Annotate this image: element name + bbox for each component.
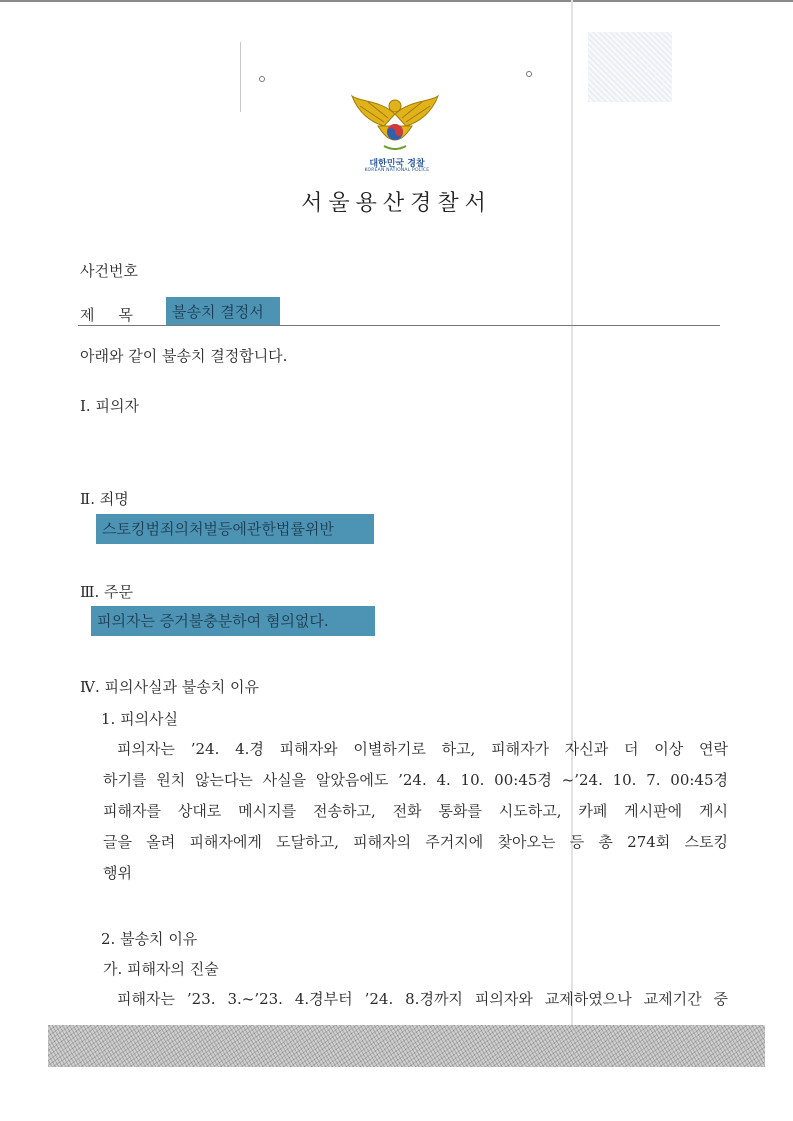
fold-line bbox=[571, 0, 573, 1040]
facts-line-1: 피의자는 ’24. 4.경 피해자와 이별하기로 하고, 피해자가 자신과 더 이상 연락 bbox=[117, 740, 728, 758]
charge-value: 스토킹범죄의처벌등에관한법률위반 bbox=[102, 520, 334, 538]
security-stamp bbox=[588, 32, 672, 102]
victim-statement-heading: 가. 피해자의 진술 bbox=[103, 960, 219, 978]
top-border bbox=[0, 0, 793, 2]
facts-heading: 1. 피의사실 bbox=[101, 710, 179, 728]
police-label-ko: 대한민국 경찰 bbox=[369, 159, 425, 169]
verdict-highlight bbox=[91, 606, 375, 636]
victim-statement-line-1: 피해자는 ’23. 3.~’23. 4.경부터 ’24. 8.경까지 피의자와 교제하였으나 교제기간 중 bbox=[117, 990, 728, 1008]
facts-line-2: 하기를 원치 않는다는 사실을 알았음에도 ’24. 4. 10. 00:45경 ~’24. 10. 7. 00:45경 bbox=[103, 771, 728, 789]
header-rule bbox=[78, 325, 720, 326]
subject-label: 제 목 bbox=[80, 306, 133, 324]
intro-text: 아래와 같이 불송치 결정합니다. bbox=[80, 347, 288, 365]
facts-line-5: 행위 bbox=[103, 864, 132, 882]
facts-line-4: 글을 올려 피해자에게 도달하고, 피해자의 주거지에 찾아오는 등 총 274회 스토킹 bbox=[103, 833, 728, 851]
facts-line-3: 피해자를 상대로 메시지를 전송하고, 전화 통화를 시도하고, 카페 게시판에 게시 bbox=[103, 802, 728, 820]
charge-highlight bbox=[96, 514, 374, 544]
punch-dot-right bbox=[526, 71, 532, 77]
scan-mark bbox=[240, 42, 241, 112]
section-1-title: Ⅰ. 피의자 bbox=[80, 397, 139, 415]
station-title: 서울용산경찰서 bbox=[301, 191, 492, 216]
police-label-en: KOREAN NATIONAL POLICE bbox=[364, 168, 430, 173]
section-2-title: Ⅱ. 죄명 bbox=[80, 490, 129, 508]
subject-value: 불송치 결정서 bbox=[172, 303, 264, 321]
redacted-footer bbox=[48, 1025, 765, 1067]
section-4-title: Ⅳ. 피의사실과 불송치 이유 bbox=[80, 678, 259, 696]
section-3-title: Ⅲ. 주문 bbox=[80, 583, 133, 601]
punch-dot-left bbox=[259, 76, 265, 82]
case-number-label: 사건번호 bbox=[80, 262, 138, 280]
reason-heading: 2. 불송치 이유 bbox=[101, 930, 198, 948]
subject-highlight bbox=[166, 297, 280, 325]
verdict-value: 피의자는 증거불충분하여 혐의없다. bbox=[97, 612, 329, 630]
